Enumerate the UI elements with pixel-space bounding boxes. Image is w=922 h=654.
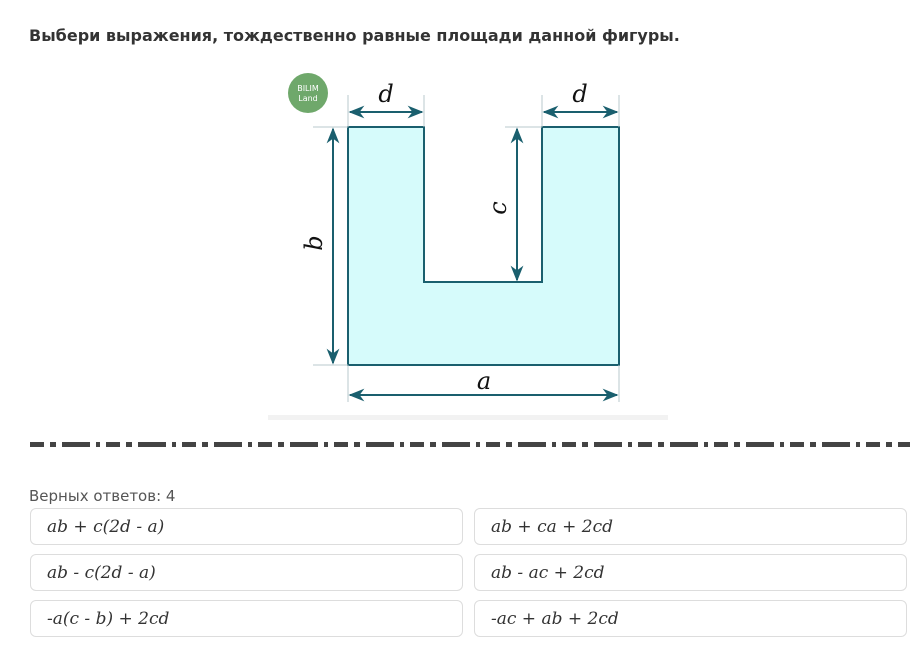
svg-text:BILIM: BILIM <box>297 84 319 93</box>
answer-option-4[interactable]: ab - ac + 2cd <box>474 554 907 591</box>
label-c: c <box>484 201 512 215</box>
label-d-left: d <box>378 80 394 108</box>
u-shape <box>348 127 619 365</box>
answer-option-5[interactable]: -a(c - b) + 2cd <box>30 600 463 637</box>
figure-shadow <box>268 415 668 420</box>
label-d-right: d <box>572 80 588 108</box>
answer-option-1[interactable]: ab + c(2d - a) <box>30 508 463 545</box>
answer-option-3[interactable]: ab - c(2d - a) <box>30 554 463 591</box>
bilimland-logo <box>288 73 328 113</box>
svg-text:Land: Land <box>298 94 318 103</box>
label-b: b <box>300 235 328 251</box>
answer-option-2[interactable]: ab + ca + 2cd <box>474 508 907 545</box>
answer-option-6[interactable]: -ac + ab + 2cd <box>474 600 907 637</box>
correct-count-label: Верных ответов: 4 <box>29 487 176 505</box>
label-a: a <box>476 367 492 395</box>
separator <box>30 442 910 447</box>
question-text: Выбери выражения, тождественно равные площади данной фигуры. <box>29 26 680 45</box>
